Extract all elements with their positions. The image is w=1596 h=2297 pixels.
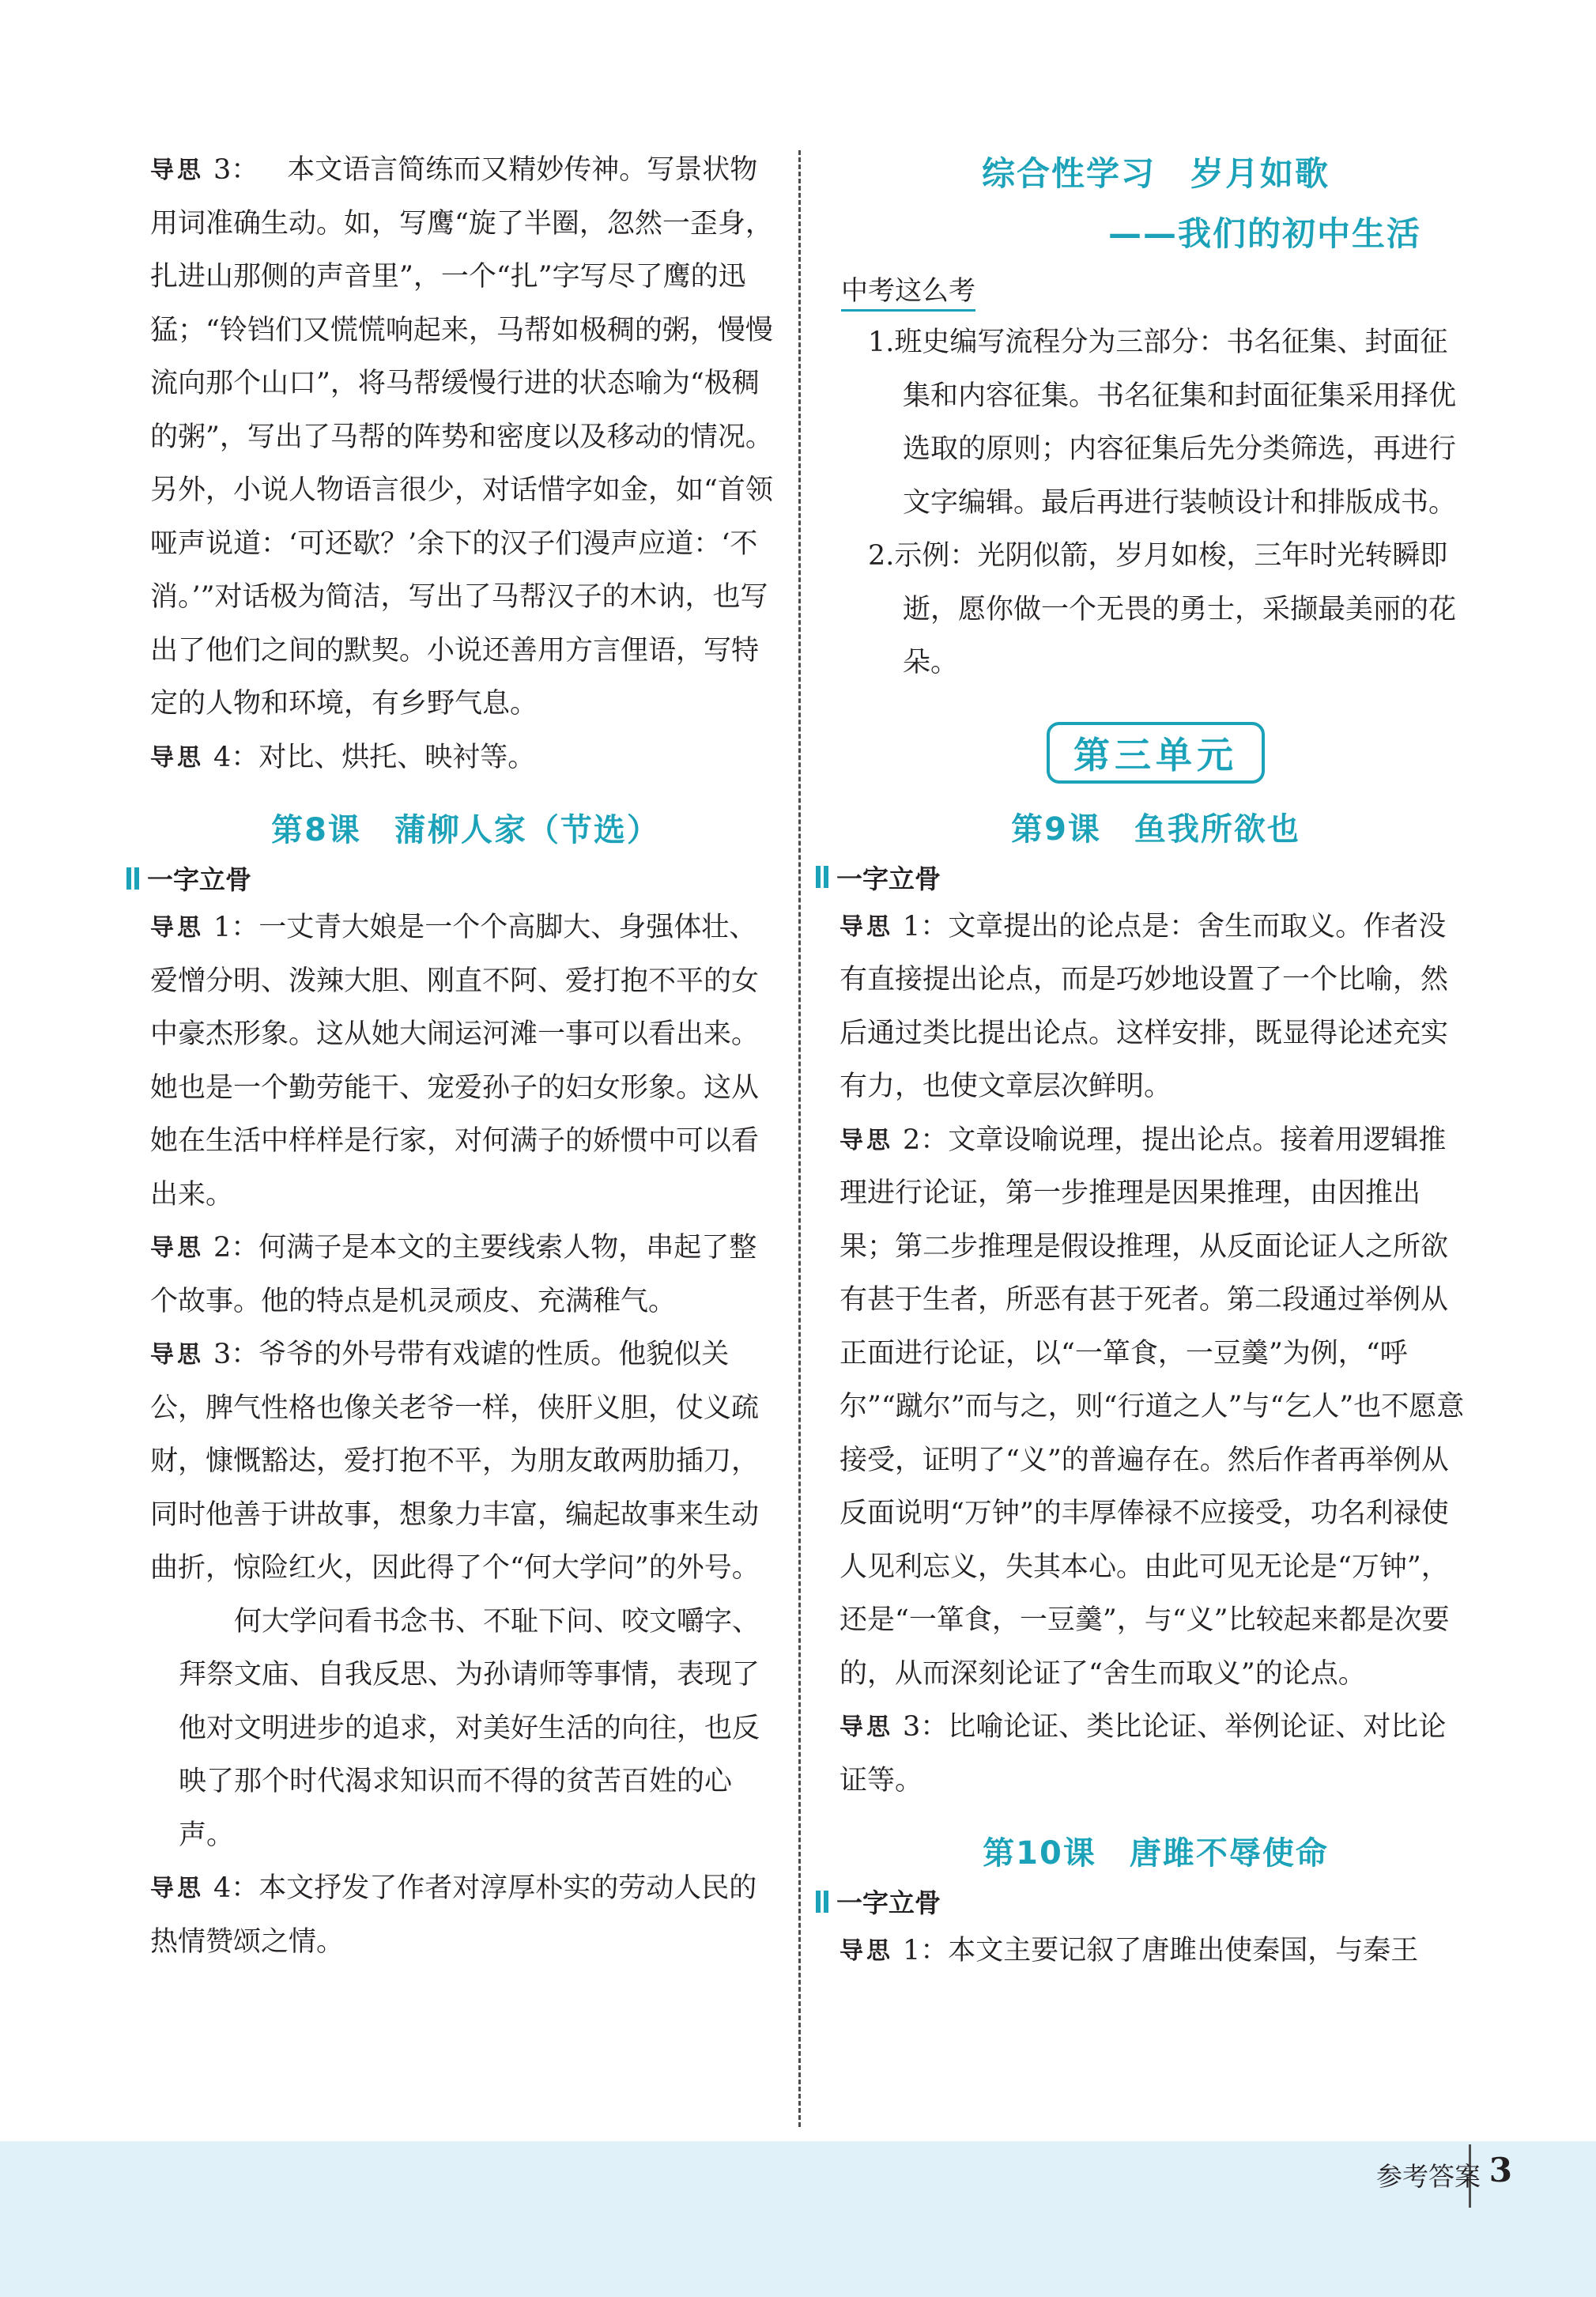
answer-item [840, 1701, 1472, 1808]
answer-text: 2：文章设喻说理，提出论点。接着用逻辑推理进行论证，第一步推理是因果推理，由因推出果；第二步推理是假设推理，从反面论证人之所欲有甚于生者，所恶有甚于死者。第二段通过举例从正面进行论证，以“一箪食，一豆羹”为例，“呼尔”“蹴尔”而与之，则“行道之人”与“乞人”也不愿意接受，证明了“义”的普遍存在。然后作者再举例从反面说明“万钟”的丰厚俸禄不应接受，功名利禄使人见利忘义，失其本心。由此可见无论是“万钟”，还是“一箪食，一豆羹”，与“义”比较起来都是次要的，从而深刻论证了“舍生而取义”的论点。 [840, 1124, 1465, 1690]
section-subtitle: ——我们的初中生活 [1107, 214, 1421, 253]
answer-label: 导思 [150, 1234, 204, 1262]
answer-item [150, 144, 781, 731]
answer-label: 导思 [150, 743, 204, 772]
answer-label: 导思 [150, 914, 204, 942]
double-bar-icon [816, 866, 828, 888]
answer-text: 1：文章提出的论点是：舍生而取义。作者没有直接提出论点，而是巧妙地设置了一个比喻，然后通过类比提出论点。这样安排，既显得论述充实有力，也使文章层次鲜明。 [840, 910, 1449, 1102]
section-title: 综合性学习 岁月如歌 [981, 154, 1330, 193]
unit-badge: 第三单元 [1047, 722, 1265, 784]
answer-label: 导思 [150, 1875, 204, 1902]
answer-item [150, 731, 781, 785]
answer-item [150, 1222, 781, 1328]
lesson-title: 第10课 唐雎不辱使命 [983, 1835, 1329, 1872]
answer-paragraph: 何大学问看书念书、不耻下问、咬文嚼字、拜祭文庙、自我反思、为孙请师等事情，表现了他对文明进步的追求，对美好生活的向往，也反映了那个时代渴求知识而不得的贫苦百姓的心声。 [179, 1605, 760, 1851]
left-column [147, 144, 781, 1969]
page-number: 3 [1488, 2151, 1512, 2189]
lesson-title: 第8课 蒲柳人家（节选） [271, 812, 660, 848]
answer-text: 1：一丈青大娘是一个个高脚大、身强体壮、爱憎分明、泼辣大胆、刚直不阿、爱打抱不平的女中豪杰形象。这从她大闹运河滩一事可以看出来。她也是一个勤劳能干、宠爱孙子的妇女形象。这从她在生活中样样是行家，对何满子的娇惯中可以看出来。 [150, 912, 760, 1211]
answer-label: 导思 [150, 157, 204, 184]
double-bar-icon [126, 867, 139, 890]
answer-label: 导思 [840, 1126, 893, 1154]
answer-label: 导思 [840, 1937, 893, 1965]
answer-item [840, 901, 1472, 1114]
lesson-title: 第9课 鱼我所欲也 [1011, 810, 1300, 848]
answer-text: 3：比喻论证、类比论证、举例论证、对比论证等。 [840, 1711, 1447, 1796]
answer-text: 4：本文抒发了作者对淳厚朴实的劳动人民的热情赞颂之情。 [150, 1872, 757, 1958]
answer-item [840, 1925, 1472, 1978]
section-subhead: 一字立骨 [816, 859, 1472, 896]
section-subhead: 一字立骨 [126, 859, 781, 897]
answer-text: 1：本文主要记叙了唐雎出使秦国，与秦王 [903, 1935, 1419, 1966]
column-divider [798, 150, 801, 2127]
page-footer [0, 2141, 1596, 2297]
double-bar-icon [816, 1891, 828, 1913]
answer-text: 3： 本文语言简练而又精妙传神。写景状物用词准确生动。如，写鹰“旋了半圈，忽然一歪身，扎进山那侧的声音里”，一个“扎”字写尽了鹰的迅猛；“铃铛们又慌慌响起来，马帮如极稠的粥，慢慢流向那个山口”，将马帮缓慢行进的状态喻为“极稠的粥”，写出了马帮的阵势和密度以及移动的情况。另外，小说人物语言很少，对话惜字如金，如“首领哑声说道：‘可还歇？’余下的汉子们漫声应道：‘不消。’”对话极为简洁，写出了马帮汉子的木讷，也写出了他们之间的默契。小说还善用方言俚语，写特定的人物和环境，有乡野气息。 [150, 154, 773, 720]
answer-label: 导思 [150, 1341, 204, 1369]
answer-text: 2：何满子是本文的主要线索人物，串起了整个故事。他的特点是机灵顽皮、充满稚气。 [150, 1232, 757, 1317]
answer-text: 3：爷爷的外号带有戏谑的性质。他貌似关公，脾气性格也像关老爷一样，侠肝义胆，仗义疏财，慷慨豁达，爱打抱不平，为朋友敢两肋插刀，同时他善于讲故事，想象力丰富，编起故事来生动曲折，惊险红火，因此得了个“何大学问”的外号。 [150, 1339, 760, 1584]
answer-item [840, 1114, 1472, 1702]
numbered-answer: 1.班史编写流程分为三部分：书名征集、封面征集和内容征集。书名征集和封面征集采用择优选取的原则；内容征集后先分类筛选，再进行文字编辑。最后再进行装帧设计和排版成书。 [868, 327, 1457, 519]
section-subhead: 一字立骨 [816, 1883, 1472, 1920]
footer-label: 参考答案 [1376, 2161, 1481, 2192]
answer-text: 4：对比、烘托、映衬等。 [213, 741, 536, 773]
answer-item [150, 1862, 781, 1969]
right-column [836, 144, 1472, 1978]
numbered-answer: 2.示例：光阴似箭，岁月如梭，三年时光转瞬即逝，愿你做一个无畏的勇士，采撷最美丽的花朵。 [868, 540, 1457, 678]
answer-item [150, 901, 781, 1222]
exam-label: 中考这么考 [841, 269, 975, 312]
answer-item [150, 1328, 781, 1596]
answer-label: 导思 [840, 1713, 893, 1741]
answer-label: 导思 [840, 912, 893, 941]
